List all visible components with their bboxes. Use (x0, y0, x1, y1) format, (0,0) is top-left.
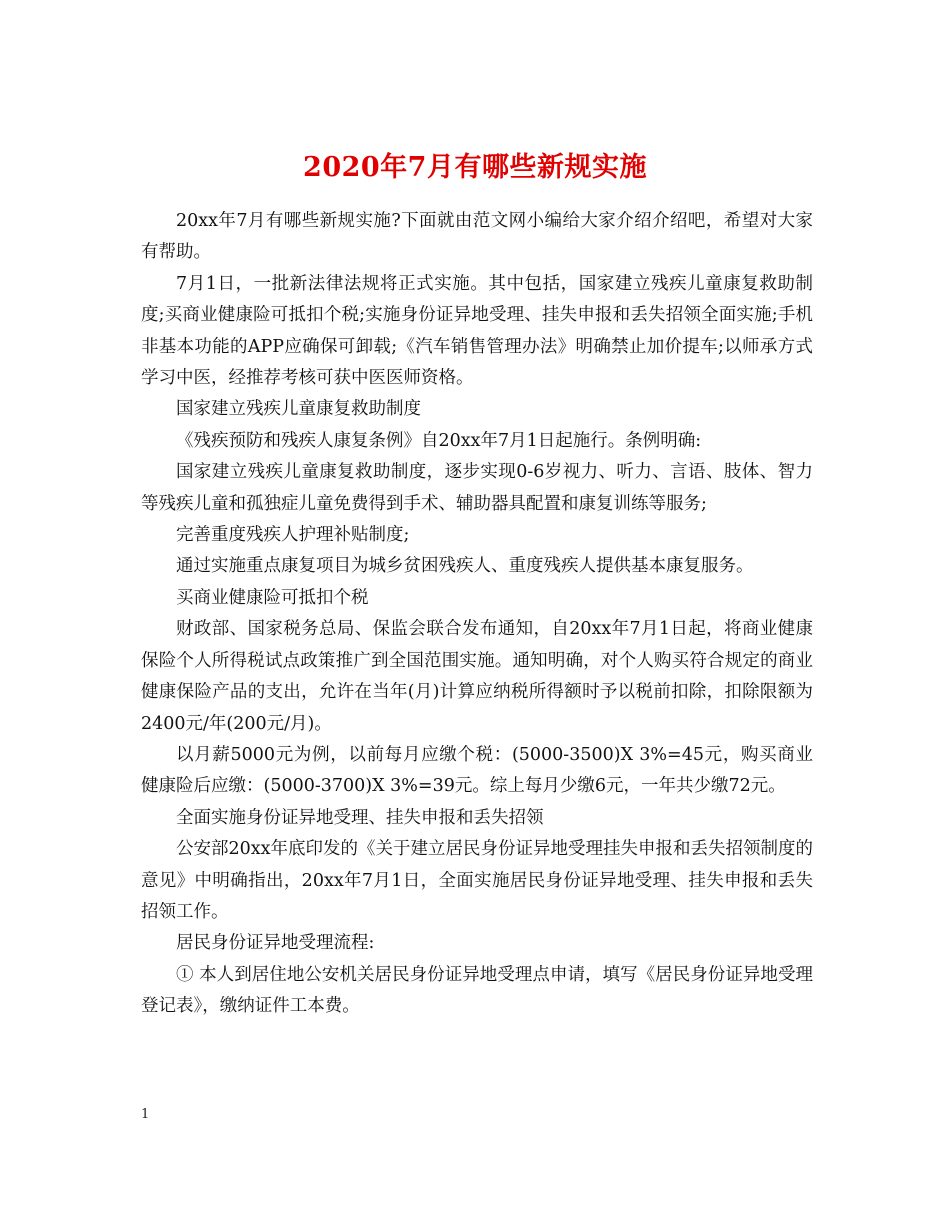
section-heading-id-card: 全面实施身份证异地受理、挂失申报和丢失招领 (176, 807, 544, 828)
paragraph-child-rehab: 国家建立残疾儿童康复救助制度，逐步实现0-6岁视力、听力、言语、肢体、智力等残疾儿童和孤独症儿童免费得到手术、辅助器具配置和康复训练等服务; (141, 462, 813, 514)
paragraph-tax-example: 以月薪5000元为例，以前每月应缴个税：(5000-3500)X 3%=45元，购买商业健康险后应缴：(5000-3700)X 3%=39元。综上每月少缴6元，一年共少缴72元。 (141, 744, 813, 797)
section-heading-health-insurance: 买商业健康险可抵扣个税 (176, 587, 369, 608)
paragraph-care-subsidy: 完善重度残疾人护理补贴制度; (176, 525, 410, 546)
paragraph-id-card-process-heading: 居民身份证异地受理流程: (176, 933, 375, 954)
paragraph-overview: 7月1日，一批新法律法规将正式实施。其中包括，国家建立残疾儿童康复救助制度;买商业健康险可抵扣个税;实施身份证异地受理、挂失申报和丢失招领全面实施;手机非基本功能的APP应确保可卸载;《汽车销售管理办法》明确禁止加价提车;以师承方式学习中医，经推荐考核可获中医医师资格。 (141, 273, 813, 389)
paragraph-regulation: 《残疾预防和残疾人康复条例》自20xx年7月1日起施行。条例明确: (176, 430, 702, 451)
paragraph-rehab-projects: 通过实施重点康复项目为城乡贫困残疾人、重度残疾人提供基本康复服务。 (176, 556, 754, 577)
document-title: 2020年7月有哪些新规实施 (303, 152, 647, 184)
paragraph-id-card-step-1: ① 本人到居住地公安机关居民身份证异地受理点申请，填写《居民身份证异地受理登记表》，缴纳证件工本费。 (141, 964, 813, 1017)
paragraph-tax-notice: 财政部、国家税务总局、保监会联合发布通知，自20xx年7月1日起，将商业健康保险个人所得税试点政策推广到全国范围实施。通知明确，对个人购买符合规定的商业健康保险产品的支出，允许在当年(月)计算应纳税所得额时予以税前扣除，扣除限额为2400元/年(200元/月)。 (141, 619, 813, 734)
paragraph-id-card-policy: 公安部20xx年底印发的《关于建立居民身份证异地受理挂失申报和丢失招领制度的意见》中明确指出，20xx年7月1日，全面实施居民身份证异地受理、挂失申报和丢失招领工作。 (141, 839, 814, 922)
page-number: 1 (141, 1107, 150, 1122)
paragraph-intro: 20xx年7月有哪些新规实施?下面就由范文网小编给大家介绍介绍吧，希望对大家有帮助。 (141, 211, 813, 263)
section-heading-child-rehab: 国家建立残疾儿童康复救助制度 (176, 399, 421, 420)
document-body (141, 206, 813, 1023)
